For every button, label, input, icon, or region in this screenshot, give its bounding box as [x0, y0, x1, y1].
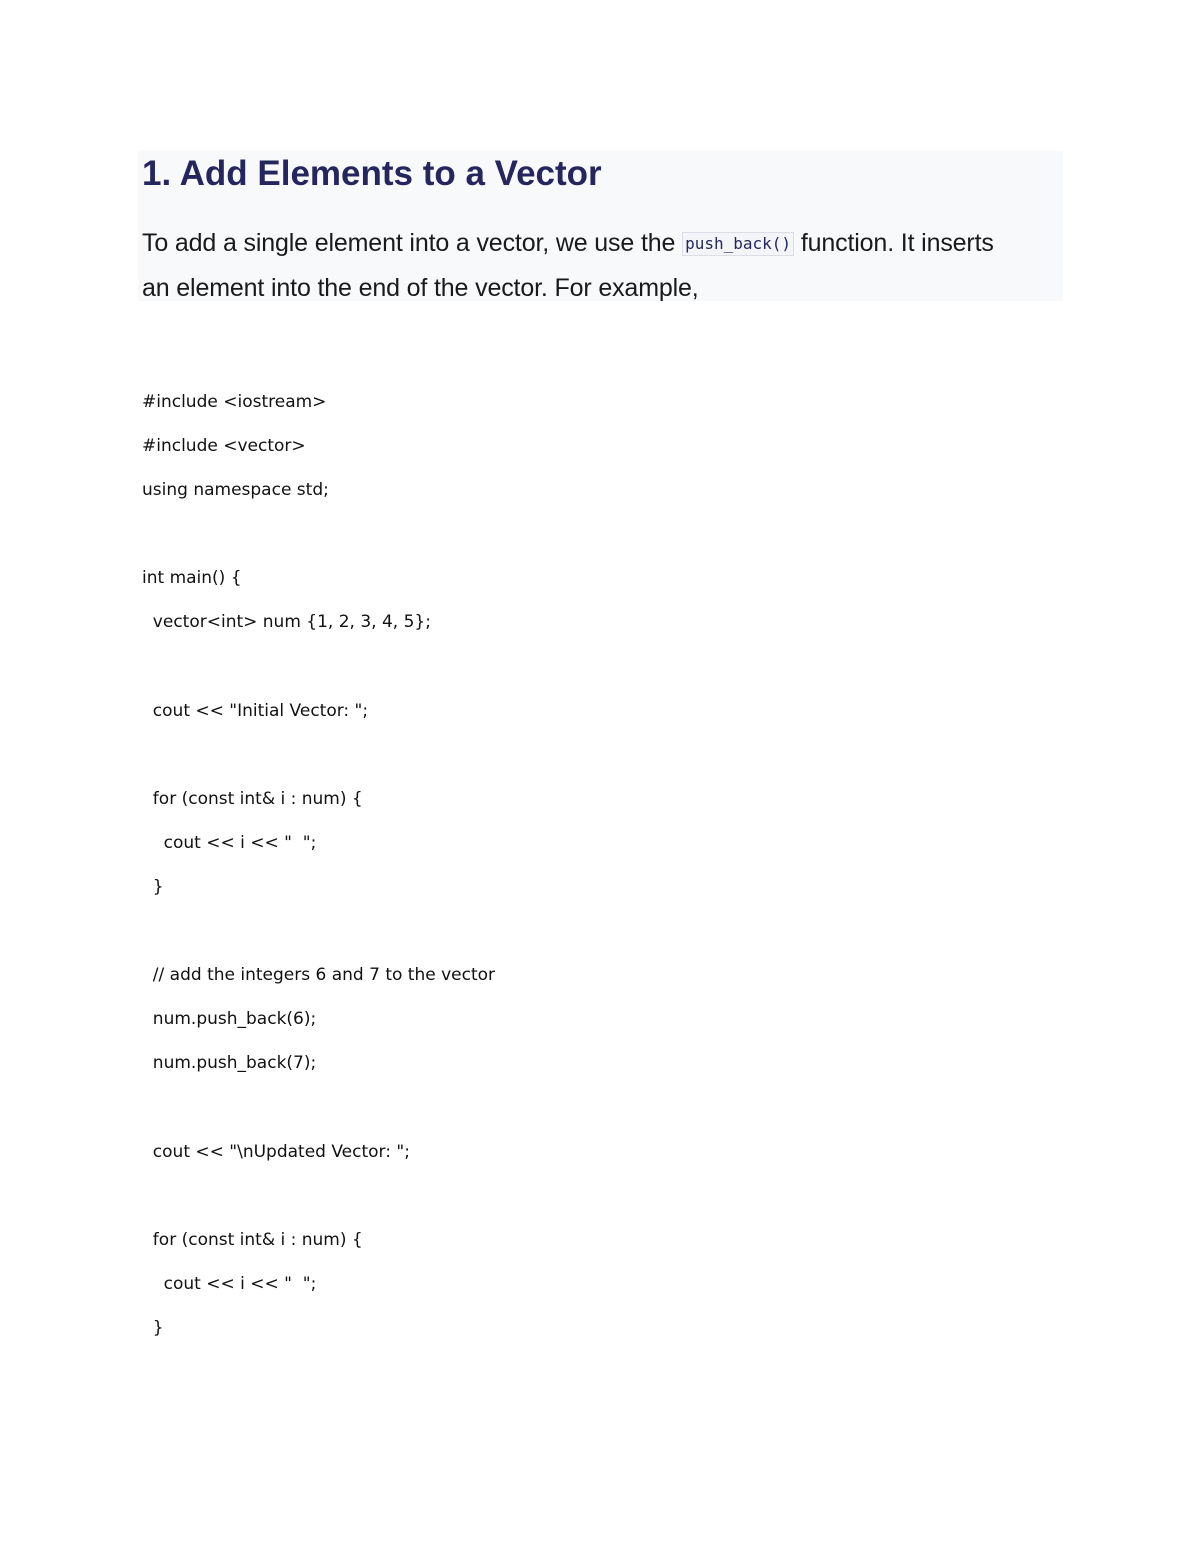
code-example [142, 380, 495, 1350]
code-line [142, 733, 495, 777]
section-heading: 1. Add Elements to a Vector [142, 154, 602, 193]
intro-paragraph [142, 221, 1067, 311]
code-line [142, 645, 495, 689]
code-line: cout << i << " "; [142, 1273, 317, 1294]
intro-text-after-code: function. It inserts [794, 229, 994, 257]
code-line: vector<int> num {1, 2, 3, 4, 5}; [142, 612, 431, 633]
intro-paragraph-line-2: an element into the end of the vector. For example, [142, 274, 699, 302]
code-line: num.push_back(6); [142, 1009, 317, 1030]
code-line: cout << "Initial Vector: "; [142, 700, 369, 721]
code-line [142, 909, 495, 953]
code-line: int main() { [142, 568, 242, 589]
code-line: cout << "\nUpdated Vector: "; [142, 1141, 410, 1162]
code-line: using namespace std; [142, 480, 329, 501]
code-line: #include <vector> [142, 436, 306, 457]
intro-text-before-code: To add a single element into a vector, we use the [142, 229, 683, 257]
code-comment-line: // add the integers 6 and 7 to the vector [142, 965, 496, 986]
code-line: cout << i << " "; [142, 832, 317, 853]
code-line [142, 512, 495, 556]
code-line: for (const int& i : num) { [142, 788, 363, 809]
code-line [142, 1174, 495, 1218]
code-line: } [142, 877, 164, 898]
code-line: } [142, 1317, 164, 1338]
code-line [142, 1086, 495, 1130]
code-line: num.push_back(7); [142, 1053, 317, 1074]
code-line: #include <iostream> [142, 392, 327, 412]
code-line: for (const int& i : num) { [142, 1229, 363, 1250]
intro-paragraph-line-1 [142, 221, 1067, 266]
inline-code-push-back: push_back() [682, 232, 794, 256]
